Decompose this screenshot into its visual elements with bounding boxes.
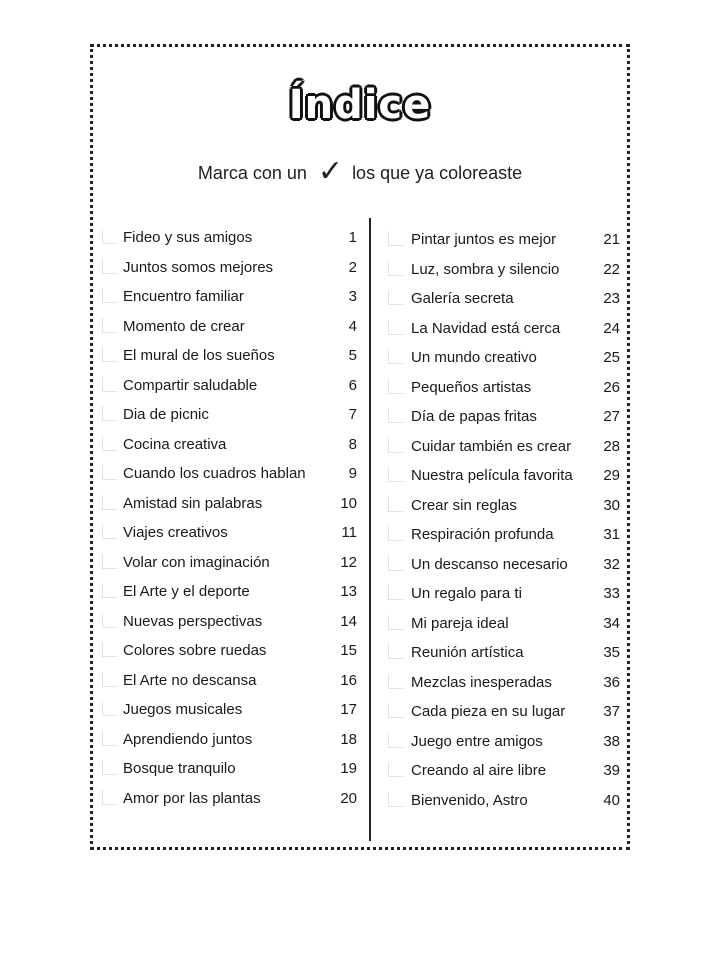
index-checkbox[interactable] <box>388 644 403 659</box>
index-item-title: Viajes creativos <box>123 524 228 541</box>
index-checkbox[interactable] <box>388 615 403 630</box>
index-item <box>100 641 362 661</box>
index-item-title: Cada pieza en su lugar <box>411 703 566 720</box>
index-item <box>386 555 624 575</box>
index-checkbox[interactable] <box>102 642 117 657</box>
index-item-page-number: 15 <box>340 642 357 659</box>
index-item-title: Volar con imaginación <box>123 553 270 571</box>
index-item-title: Mi pareja ideal <box>411 614 509 632</box>
index-checkbox[interactable] <box>388 261 403 276</box>
index-item <box>100 346 362 366</box>
checkmark-icon: ✓ <box>317 155 344 188</box>
index-item-title: Juntos somos mejores <box>123 258 274 276</box>
index-item-page-number: 26 <box>603 378 620 396</box>
index-checkbox[interactable] <box>102 554 117 569</box>
index-item-title: Aprendiendo juntos <box>123 730 253 748</box>
index-item-page-number: 30 <box>603 496 620 514</box>
index-checkbox[interactable] <box>102 318 117 333</box>
index-checkbox[interactable] <box>388 320 403 335</box>
index-item-page-number: 5 <box>348 347 357 364</box>
index-item-page-number: 31 <box>603 526 620 543</box>
index-item-page-number: 32 <box>603 555 620 573</box>
index-item <box>100 582 362 602</box>
index-item <box>100 730 362 750</box>
column-divider <box>369 218 371 841</box>
index-item-title: Crear sin reglas <box>411 496 517 514</box>
index-item-page-number: 10 <box>340 494 357 512</box>
index-checkbox[interactable] <box>388 349 403 364</box>
index-item-page-number: 35 <box>603 644 620 661</box>
index-item-title: Pintar juntos es mejor <box>411 231 557 248</box>
index-checkbox[interactable] <box>102 377 117 392</box>
index-item-title: Nuevas perspectivas <box>123 612 263 630</box>
index-checkbox[interactable] <box>102 259 117 274</box>
index-item <box>100 376 362 396</box>
index-checkbox[interactable] <box>388 467 403 482</box>
index-item-page-number: 37 <box>603 703 620 720</box>
index-item-title: Cuidar también es crear <box>411 437 572 455</box>
index-item <box>100 759 362 779</box>
index-checkbox[interactable] <box>102 495 117 510</box>
index-item-title: El mural de los sueños <box>123 347 275 364</box>
index-item <box>100 671 362 691</box>
index-item-page-number: 12 <box>340 553 357 571</box>
index-item-title: Día de papas fritas <box>411 408 537 425</box>
index-checkbox[interactable] <box>102 672 117 687</box>
index-item-title: Cuando los cuadros hablan <box>123 465 306 482</box>
index-item <box>386 584 624 604</box>
index-item-title: Cocina creativa <box>123 435 227 453</box>
index-item-title: Reunión artística <box>411 644 524 661</box>
index-item-page-number: 40 <box>603 791 620 809</box>
index-item-title: Un regalo para ti <box>411 585 522 602</box>
index-item <box>386 496 624 516</box>
index-item <box>386 319 624 339</box>
index-checkbox[interactable] <box>102 288 117 303</box>
index-checkbox[interactable] <box>388 585 403 600</box>
index-item <box>100 523 362 543</box>
index-checkbox[interactable] <box>102 731 117 746</box>
index-checkbox[interactable] <box>388 733 403 748</box>
index-item-page-number: 11 <box>341 524 357 541</box>
index-item-page-number: 28 <box>603 437 620 455</box>
index-item <box>386 378 624 398</box>
index-item-page-number: 17 <box>340 701 357 718</box>
index-item <box>386 348 624 368</box>
index-item <box>100 405 362 425</box>
index-checkbox[interactable] <box>102 436 117 451</box>
index-item <box>100 700 362 720</box>
index-item <box>386 466 624 486</box>
index-checkbox[interactable] <box>102 701 117 716</box>
index-item <box>386 614 624 634</box>
index-checkbox[interactable] <box>388 762 403 777</box>
index-item <box>100 258 362 278</box>
index-item-page-number: 29 <box>603 467 620 484</box>
index-item-title: Amor por las plantas <box>123 789 261 807</box>
index-item-title: Momento de crear <box>123 317 245 335</box>
index-checkbox[interactable] <box>388 438 403 453</box>
index-checkbox[interactable] <box>102 760 117 775</box>
index-checkbox[interactable] <box>102 229 117 244</box>
index-checkbox[interactable] <box>102 347 117 362</box>
index-item-page-number: 16 <box>340 671 357 689</box>
index-item-page-number: 18 <box>340 730 357 748</box>
index-item-page-number: 21 <box>603 231 620 248</box>
index-checkbox[interactable] <box>102 613 117 628</box>
index-item-title: Juego entre amigos <box>411 732 543 750</box>
index-item-page-number: 3 <box>348 288 357 305</box>
index-item-page-number: 34 <box>603 614 620 632</box>
index-checkbox[interactable] <box>388 556 403 571</box>
index-item-title: Fideo y sus amigos <box>123 229 253 246</box>
index-item <box>100 287 362 307</box>
index-item-page-number: 19 <box>340 760 357 777</box>
index-checkbox[interactable] <box>102 524 117 539</box>
instructions-before: Marca con un <box>197 163 307 183</box>
index-item <box>386 761 624 781</box>
index-item-page-number: 8 <box>348 435 357 453</box>
index-checkbox[interactable] <box>388 526 403 541</box>
index-checkbox[interactable] <box>388 674 403 689</box>
page-title: Índice <box>288 82 432 128</box>
index-item <box>386 791 624 811</box>
index-checkbox[interactable] <box>102 790 117 805</box>
index-item-title: El Arte no descansa <box>123 671 257 689</box>
index-item-page-number: 2 <box>348 258 357 276</box>
index-item <box>386 407 624 427</box>
index-item-page-number: 38 <box>603 732 620 750</box>
index-item <box>100 789 362 809</box>
index-item-title: La Navidad está cerca <box>411 319 561 337</box>
instructions <box>0 155 720 188</box>
index-item-page-number: 39 <box>603 762 620 779</box>
index-item-title: Colores sobre ruedas <box>123 642 267 659</box>
index-item-page-number: 14 <box>340 612 357 630</box>
index-item-page-number: 24 <box>603 319 620 337</box>
index-item-title: Creando al aire libre <box>411 762 547 779</box>
index-checkbox[interactable] <box>388 792 403 807</box>
index-item-page-number: 13 <box>340 583 357 600</box>
index-item-page-number: 6 <box>348 376 357 394</box>
index-item-page-number: 9 <box>348 465 357 482</box>
index-item <box>386 702 624 722</box>
index-item-title: Nuestra película favorita <box>411 467 573 484</box>
index-item <box>100 553 362 573</box>
index-item-title: Amistad sin palabras <box>123 494 263 512</box>
index-item-title: Bosque tranquilo <box>123 760 236 777</box>
index-item-title: Pequeños artistas <box>411 378 532 396</box>
index-item <box>386 732 624 752</box>
index-item <box>386 525 624 545</box>
index-item-page-number: 22 <box>603 260 620 278</box>
index-item <box>386 230 624 250</box>
index-item <box>100 464 362 484</box>
index-item-page-number: 20 <box>340 789 357 807</box>
index-checkbox[interactable] <box>102 583 117 598</box>
index-item-title: Encuentro familiar <box>123 288 244 305</box>
index-checkbox[interactable] <box>388 408 403 423</box>
index-item-page-number: 36 <box>603 673 620 691</box>
index-item-title: Juegos musicales <box>123 701 243 718</box>
index-item-page-number: 7 <box>348 406 357 423</box>
index-item <box>386 289 624 309</box>
index-item-title: Un descanso necesario <box>411 555 568 573</box>
index-item-page-number: 1 <box>348 229 357 246</box>
index-item <box>100 435 362 455</box>
index-checkbox[interactable] <box>388 290 403 305</box>
index-item-title: Respiración profunda <box>411 526 554 543</box>
index-item-title: Mezclas inesperadas <box>411 673 552 691</box>
index-checkbox[interactable] <box>388 231 403 246</box>
index-checkbox[interactable] <box>102 465 117 480</box>
index-checkbox[interactable] <box>388 497 403 512</box>
index-item-page-number: 27 <box>603 408 620 425</box>
index-item-title: Galería secreta <box>411 290 514 307</box>
index-item-title: Un mundo creativo <box>411 349 537 366</box>
index-item <box>100 494 362 514</box>
index-item-page-number: 33 <box>603 585 620 602</box>
index-item-title: Dia de picnic <box>123 406 209 423</box>
index-item <box>386 673 624 693</box>
index-item-page-number: 23 <box>603 290 620 307</box>
index-item <box>100 317 362 337</box>
index-item-title: Compartir saludable <box>123 376 258 394</box>
index-checkbox[interactable] <box>388 703 403 718</box>
index-item <box>386 643 624 663</box>
index-item-page-number: 25 <box>603 349 620 366</box>
index-checkbox[interactable] <box>102 406 117 421</box>
index-item <box>100 228 362 248</box>
index-item-title: El Arte y el deporte <box>123 583 250 600</box>
index-item <box>100 612 362 632</box>
index-item-title: Luz, sombra y silencio <box>411 260 560 278</box>
index-item-page-number: 4 <box>348 317 357 335</box>
index-item <box>386 437 624 457</box>
index-checkbox[interactable] <box>388 379 403 394</box>
index-item <box>386 260 624 280</box>
index-item-title: Bienvenido, Astro <box>411 791 528 809</box>
instructions-after: los que ya coloreaste <box>352 163 523 183</box>
